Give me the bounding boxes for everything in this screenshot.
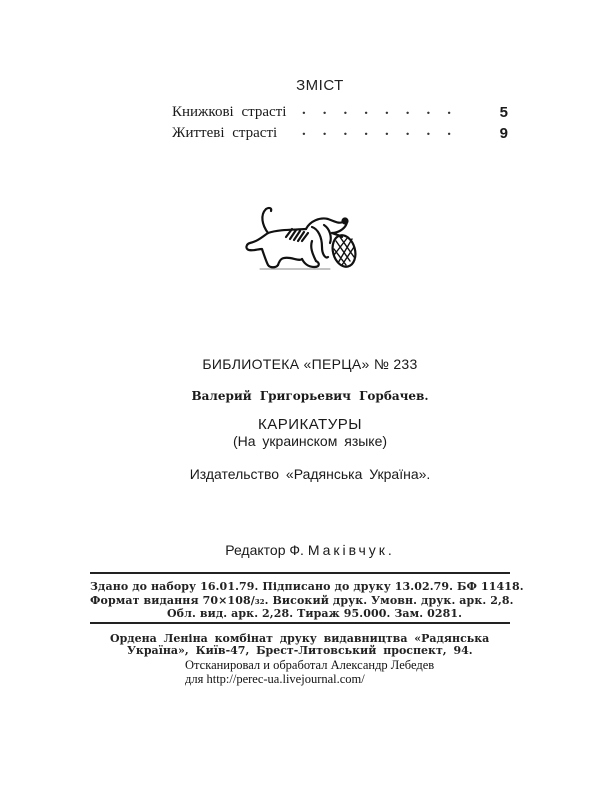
imprint-line: Обл. вид. арк. 2,28. Тираж 95.000. Зам. 0281. (167, 607, 463, 620)
series-title: БИБЛИОТЕКА «ПЕРЦА» № 233 (202, 356, 418, 372)
toc-entry-label: Книжкові страсті (172, 104, 287, 120)
publisher-name: Издательство «Радянська Україна». (189, 466, 431, 482)
editor-credit (0, 542, 600, 558)
toc-entry (172, 104, 508, 124)
toc-entry-label: Життеві страсті (172, 125, 278, 141)
divider-top (90, 572, 510, 574)
scan-credit: Отсканировал и обработал Александр Лебедев (185, 658, 435, 672)
imprint-line: Здано до набору 16.01.79. Підписано до друку 13.02.79. БФ 11418. (90, 580, 524, 593)
printer-line: Україна», Київ-47, Брест-Литовський проспект, 94. (127, 644, 473, 657)
toc-entry-page: 5 (499, 104, 508, 121)
author-name: Валерий Григорьевич Горбачев. (191, 389, 429, 403)
editor-prefix: Редактор Ф. (225, 542, 304, 558)
scan-credit-link[interactable]: для http://perec-ua.livejournal.com/ (185, 672, 365, 686)
editor-name: Маківчук. (307, 542, 395, 558)
dog-carrying-basket-icon (240, 203, 362, 273)
divider-bottom (90, 622, 510, 624)
printer-line: Ордена Леніна комбінат друку видавництва «Радянська (110, 632, 490, 645)
toc-entry-page: 9 (499, 125, 508, 142)
book-title: КАРИКАТУРЫ (257, 416, 363, 433)
toc-leader-dots: ........ (302, 102, 468, 118)
language-note: (На украинском языке) (232, 433, 388, 449)
contents-title: ЗМІСТ (296, 77, 344, 94)
toc-entry (172, 125, 508, 145)
imprint-line: Формат видання 70×108/₃₂. Високий друк. Умовн. друк. арк. 2,8. (90, 594, 514, 607)
toc-leader-dots: ........ (302, 123, 468, 139)
